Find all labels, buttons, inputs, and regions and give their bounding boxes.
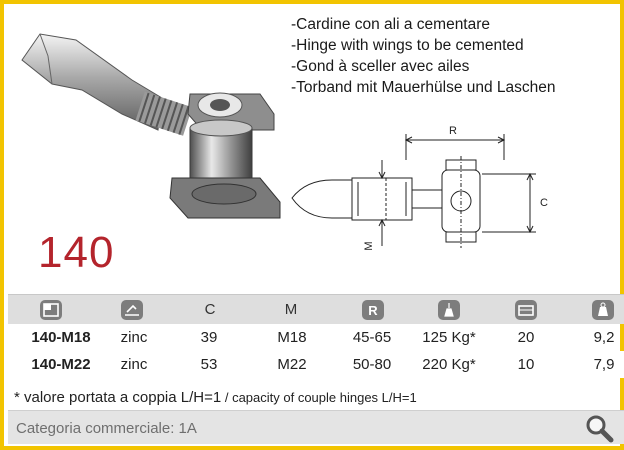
row-m: M18 — [277, 329, 307, 346]
row-c: 53 — [200, 356, 218, 373]
row-pack: 10 — [517, 356, 535, 373]
product-descriptions — [291, 14, 556, 98]
row-pack: 20 — [517, 329, 535, 346]
row-finish: zinc — [120, 356, 148, 373]
header-r: R — [368, 303, 378, 318]
dimension-m-label: M — [363, 241, 375, 251]
row-finish: zinc — [120, 329, 148, 346]
product-code: 140 — [38, 228, 115, 277]
row-r: 45-65 — [352, 329, 392, 346]
header-m: M — [284, 301, 298, 318]
row-weight: 9,2 — [593, 329, 615, 346]
description-italian: -Cardine con ali a cementare — [291, 16, 491, 33]
dimension-r-label: R — [449, 125, 457, 137]
finish-icon — [121, 300, 143, 320]
row-c: 39 — [200, 329, 218, 346]
row-weight: 7,9 — [593, 356, 615, 373]
row-load: 220 Kg* — [422, 356, 476, 373]
row-code: 140-M18 — [31, 329, 91, 346]
footnote-secondary: capacity of couple hinges L/H=1 — [232, 390, 417, 405]
table-row — [8, 324, 624, 351]
load-icon — [438, 300, 460, 320]
header-c: C — [204, 301, 216, 318]
row-m: M22 — [277, 356, 307, 373]
table-header — [8, 294, 624, 324]
dimension-c-label: C — [540, 197, 548, 209]
footnote-main: * valore portata a coppia L/H=1 — [14, 389, 222, 406]
magnifier-icon[interactable] — [584, 413, 614, 443]
footnote — [14, 389, 417, 406]
category-bar — [8, 410, 624, 444]
code-icon — [40, 300, 62, 320]
category-label: Categoria commerciale: 1A — [16, 420, 197, 437]
row-load: 125 Kg* — [422, 329, 476, 346]
row-code: 140-M22 — [31, 356, 91, 373]
radius-icon — [362, 300, 384, 320]
product-table — [8, 294, 624, 378]
description-english: -Hinge with wings to be cemented — [291, 37, 524, 54]
technical-drawing — [286, 120, 558, 262]
description-german: -Torband mit Mauerhülse und Laschen — [291, 79, 556, 96]
row-r: 50-80 — [352, 356, 392, 373]
table-row — [8, 351, 624, 378]
package-icon — [515, 300, 537, 320]
weight-icon — [592, 300, 614, 320]
product-photo — [12, 10, 284, 230]
description-french: -Gond à sceller avec ailes — [291, 58, 470, 75]
footnote-separator: / — [221, 390, 233, 405]
